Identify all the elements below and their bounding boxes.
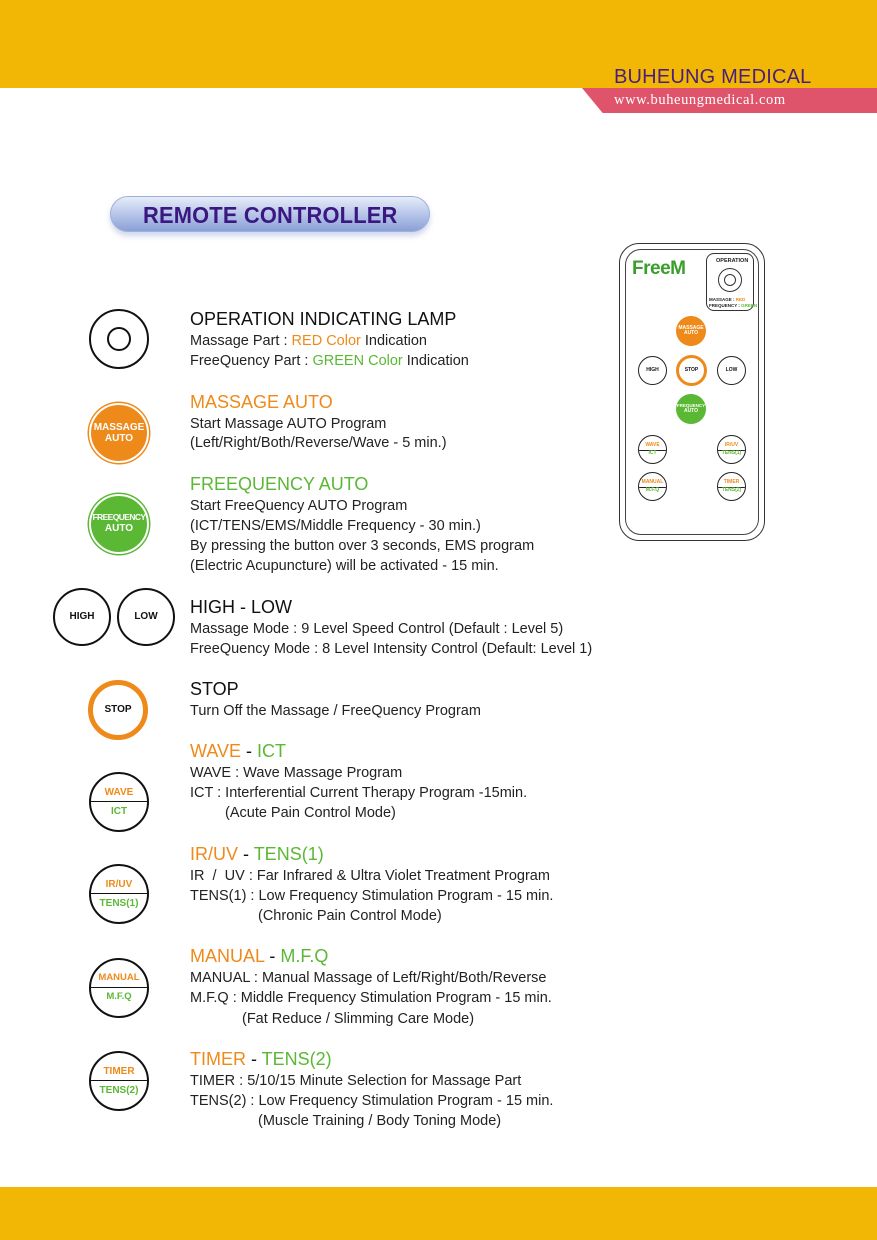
- button-label-top: TIMER: [91, 1066, 147, 1082]
- section-line: (Chronic Pain Control Mode): [258, 908, 442, 924]
- heading-separator: -: [238, 844, 254, 864]
- section-line: ICT : Interferential Current Therapy Program -15min.: [190, 785, 528, 801]
- heading-part: IR/UV: [190, 844, 239, 864]
- section-line: Start Massage AUTO Program: [190, 416, 387, 432]
- remote-manual-mfq-button: [638, 472, 667, 501]
- heading-part: TENS(1): [253, 844, 324, 864]
- section-line: WAVE : Wave Massage Program: [190, 765, 403, 781]
- remote-high-button: HIGH: [638, 356, 667, 385]
- section-line: M.F.Q : Middle Frequency Stimulation Program - 15 min.: [190, 990, 552, 1006]
- section-line: [190, 353, 469, 369]
- remote-lamp-dot-icon: [724, 274, 736, 286]
- button-label-top: MANUAL: [91, 973, 147, 988]
- heading-part: WAVE: [190, 741, 242, 761]
- section-heading: [190, 1049, 332, 1070]
- remote-freq-auto-button: [676, 394, 706, 424]
- section-line: (ICT/TENS/EMS/Middle Frequency - 30 min.): [190, 518, 481, 534]
- red-label: RED: [735, 297, 746, 302]
- button-label-top: WAVE: [91, 787, 147, 803]
- button-label-top: WAVE: [639, 443, 666, 451]
- button-label: AUTO: [104, 523, 134, 535]
- brand-name: BUHEUNG MEDICAL: [614, 66, 812, 88]
- section-heading: [190, 946, 328, 967]
- button-label-bottom: ICT: [110, 806, 128, 817]
- remote-stop-button: STOP: [676, 355, 707, 386]
- remote-massage-indicator: [709, 297, 745, 302]
- button-label-bottom: TENS(1): [721, 449, 742, 456]
- line-text: MASSAGE :: [709, 297, 736, 302]
- green-color-label: GREEN Color: [312, 353, 403, 369]
- button-label: AUTO: [104, 433, 134, 444]
- stop-button: STOP: [88, 680, 148, 740]
- button-label-bottom: TENS(2): [99, 1085, 139, 1096]
- section-line: Turn Off the Massage / FreeQuency Program: [190, 703, 481, 719]
- section-line: MANUAL : Manual Massage of Left/Right/Both/Reverse: [190, 970, 547, 986]
- button-label-top: TIMER: [718, 480, 745, 488]
- button-label-bottom: M.F.Q: [645, 486, 660, 493]
- section-heading: MASSAGE AUTO: [190, 392, 333, 412]
- heading-separator: -: [246, 1049, 262, 1069]
- line-text: Indication: [402, 353, 469, 369]
- footer-bar: [0, 1187, 877, 1240]
- red-color-label: RED Color: [291, 333, 361, 349]
- section-line: (Left/Right/Both/Reverse/Wave - 5 min.): [190, 435, 447, 451]
- section-line: Start FreeQuency AUTO Program: [190, 498, 408, 514]
- line-text: FREQUENCY :: [709, 303, 742, 308]
- button-label: MASSAGE: [93, 421, 145, 433]
- button-label-top: MANUAL: [639, 480, 666, 488]
- section-line: [190, 333, 427, 349]
- section-line: TENS(1) : Low Frequency Stimulation Program - 15 min.: [190, 888, 554, 904]
- button-label-top: IR/UV: [91, 879, 147, 895]
- iruv-tens1-button: [89, 864, 149, 924]
- button-label-bottom: TENS(1): [99, 898, 139, 909]
- section-line: (Muscle Training / Body Toning Mode): [258, 1113, 502, 1129]
- button-label-top: IR/UV: [718, 443, 745, 451]
- remote-operation-label: OPERATION: [716, 258, 749, 264]
- massage-auto-button: [89, 403, 149, 463]
- button-label: AUTO: [683, 330, 699, 336]
- button-label-bottom: ICT: [648, 449, 657, 456]
- remote-timer-tens2-button: [717, 472, 746, 501]
- button-label: FREQUENCY: [676, 402, 706, 408]
- heading-part: TENS(2): [261, 1049, 332, 1069]
- section-line: By pressing the button over 3 seconds, EMS program: [190, 538, 535, 554]
- section-line: Massage Mode : 9 Level Speed Control (Default : Level 5): [190, 621, 564, 637]
- heading-part: MANUAL: [190, 946, 265, 966]
- remote-iruv-tens1-button: [717, 435, 746, 464]
- heading-part: ICT: [257, 741, 287, 761]
- button-label-bottom: M.F.Q: [106, 991, 132, 1002]
- heading-part: M.F.Q: [280, 946, 329, 966]
- high-button: HIGH: [53, 588, 111, 646]
- button-label: FREEQUENCY: [92, 512, 146, 523]
- remote-low-button: LOW: [717, 356, 746, 385]
- operation-lamp-icon: [89, 309, 149, 369]
- section-line: TENS(2) : Low Frequency Stimulation Program - 15 min.: [190, 1093, 554, 1109]
- section-line: (Electric Acupuncture) will be activated - 15 min.: [190, 558, 499, 574]
- section-line: IR / UV : Far Infrared & Ultra Violet Treatment Program: [190, 868, 550, 884]
- section-line: (Fat Reduce / Slimming Care Mode): [242, 1011, 475, 1027]
- wave-ict-button: [89, 772, 149, 832]
- lamp-ring-icon: [107, 327, 131, 351]
- button-label: AUTO: [683, 407, 699, 414]
- section-heading: [190, 741, 286, 762]
- remote-massage-auto-button: [676, 316, 706, 346]
- line-text: Massage Part :: [190, 333, 292, 349]
- section-heading: OPERATION INDICATING LAMP: [190, 309, 457, 329]
- heading-separator: -: [264, 946, 281, 966]
- button-label-bottom: TENS(2): [721, 486, 742, 493]
- low-button: LOW: [117, 588, 175, 646]
- section-heading: HIGH - LOW: [190, 597, 292, 617]
- freem-logo: FreeM: [632, 258, 686, 279]
- timer-tens2-button: [89, 1051, 149, 1111]
- remote-frequency-indicator: [709, 303, 757, 308]
- section-line: FreeQuency Mode : 8 Level Intensity Control (Default: Level 1): [190, 641, 593, 657]
- section-line: (Acute Pain Control Mode): [225, 805, 396, 821]
- website-url: www.buheungmedical.com: [614, 92, 786, 108]
- remote-wave-ict-button: [638, 435, 667, 464]
- freequency-auto-button: [89, 494, 149, 554]
- green-label: GREEN: [741, 303, 758, 308]
- page-title: REMOTE CONTROLLER: [143, 202, 398, 228]
- line-text: FreeQuency Part :: [190, 353, 313, 369]
- line-text: Indication: [360, 333, 427, 349]
- button-label: MASSAGE: [678, 324, 704, 331]
- section-heading: FREEQUENCY AUTO: [190, 474, 369, 494]
- section-heading: STOP: [190, 679, 239, 699]
- manual-mfq-button: [89, 958, 149, 1018]
- heading-part: TIMER: [190, 1049, 246, 1069]
- section-line: TIMER : 5/10/15 Minute Selection for Massage Part: [190, 1073, 522, 1089]
- heading-separator: -: [241, 741, 258, 761]
- section-heading: [190, 844, 324, 865]
